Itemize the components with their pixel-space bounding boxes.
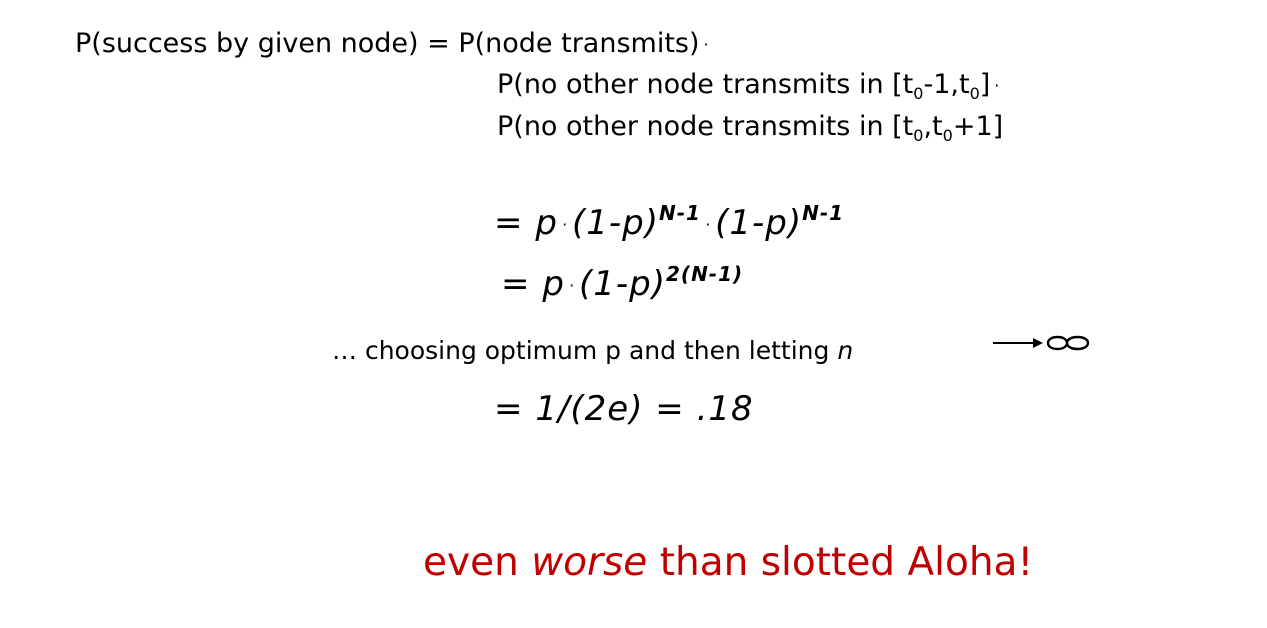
multiply-dot: · <box>704 214 712 234</box>
eq1-term-1: (1-p) <box>572 203 660 243</box>
limit-note-variable: n <box>837 336 854 365</box>
formula-line-3-text-b: ,t <box>923 111 943 142</box>
result-equation <box>494 389 754 429</box>
eq1-p: p <box>535 203 558 243</box>
formula-line-3-text-c: +1] <box>952 111 1004 142</box>
tagline-emphasis: worse <box>531 540 648 585</box>
result-value: 1/(2e) = .18 <box>535 389 754 429</box>
equals-sign: = <box>501 264 531 304</box>
infinity-icon <box>1048 337 1088 349</box>
formula-line-3-sub-b: 0 <box>942 126 953 145</box>
formula-line-2-text-b: -1,t <box>923 69 970 100</box>
equals-sign: = <box>494 203 524 243</box>
formula-line-2-text-c: ] <box>979 69 991 100</box>
multiply-dot: · <box>568 275 575 295</box>
formula-line-2 <box>497 69 1003 110</box>
eq1-exponent-1: N-1 <box>659 201 701 225</box>
eq2-exponent: 2(N-1) <box>666 262 744 286</box>
limit-note <box>332 336 853 366</box>
eq2-term: (1-p) <box>579 264 667 304</box>
multiply-dot: · <box>994 75 1000 95</box>
formula-line-1 <box>75 28 713 61</box>
limit-note-text: … choosing optimum p and then letting <box>332 336 838 365</box>
tagline-part-1: even <box>423 540 532 585</box>
formula-line-2-text-a: P(no other node transmits in [t <box>497 69 914 100</box>
eq1-exponent-2: N-1 <box>802 201 845 225</box>
formula-line-3 <box>497 111 1003 152</box>
eq1-term-2: (1-p) <box>715 203 803 243</box>
equation-1 <box>494 193 844 245</box>
tagline-part-3: than slotted Aloha! <box>647 540 1034 585</box>
equation-2 <box>501 254 743 306</box>
formula-line-3-sub-a: 0 <box>913 126 924 145</box>
multiply-dot: · <box>703 34 709 54</box>
formula-line-2-sub-b: 0 <box>969 84 980 103</box>
formula-line-2-sub-a: 0 <box>913 84 924 103</box>
arrow-icon <box>993 328 1093 358</box>
arrow-to-infinity <box>993 328 1093 358</box>
formula-line-3-text-a: P(no other node transmits in [t <box>497 111 914 142</box>
formula-line-1-text: P(success by given node) = P(node transmits) <box>75 28 700 59</box>
equals-sign: = <box>494 389 524 429</box>
tagline <box>423 540 1033 586</box>
multiply-dot: · <box>561 214 568 234</box>
eq2-p: p <box>542 264 565 304</box>
